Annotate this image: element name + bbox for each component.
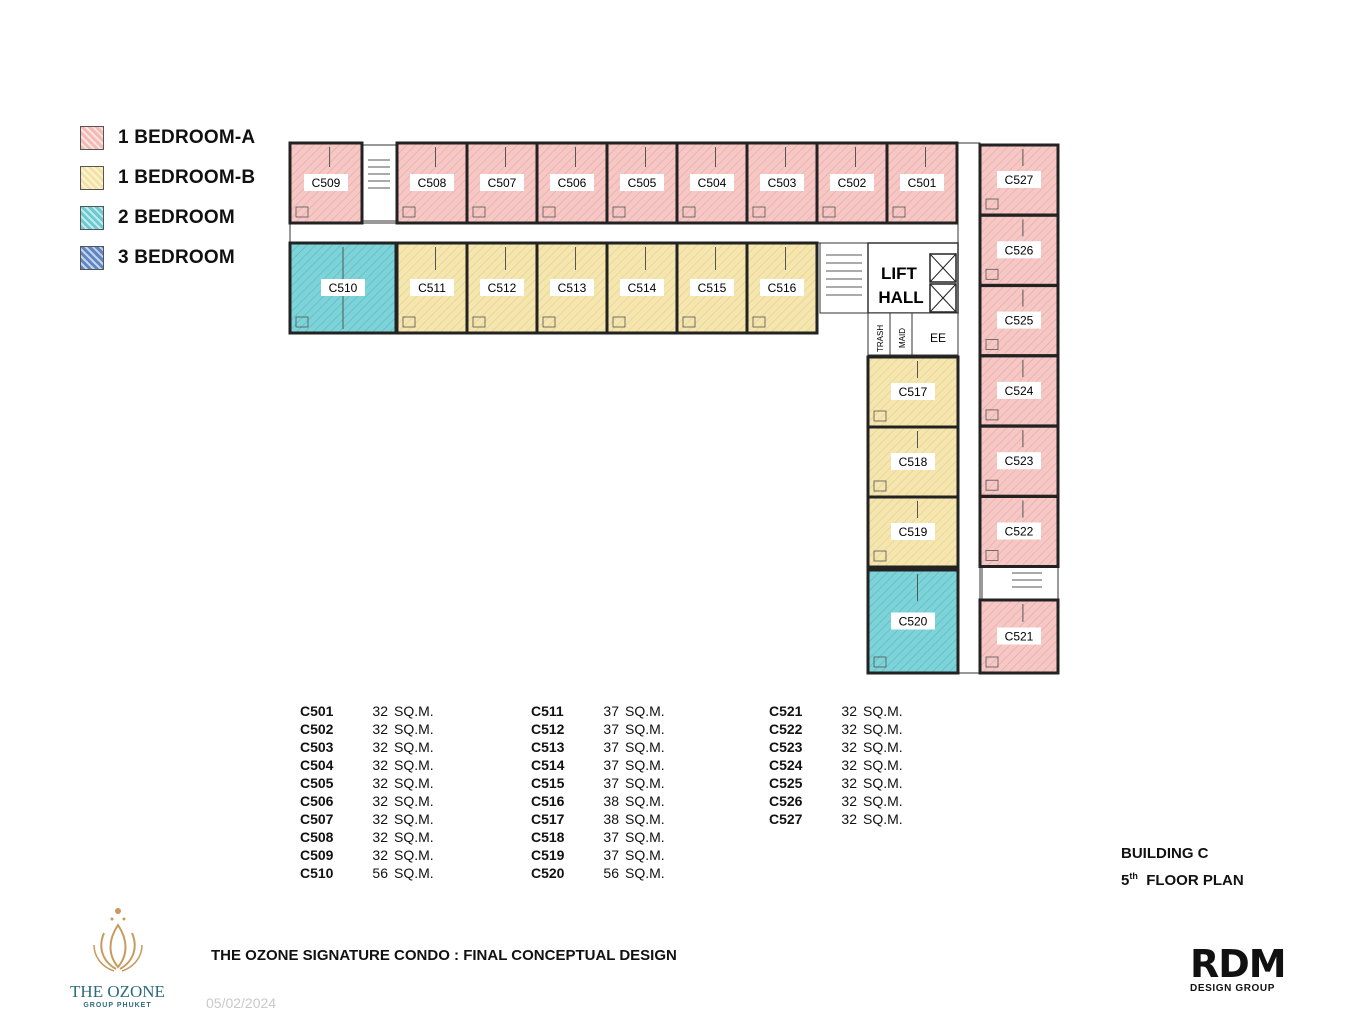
footer-date: 05/02/2024 (206, 995, 277, 1011)
unit-label: C501 (907, 176, 937, 190)
area-row (300, 774, 434, 792)
area-unit-label: SQ.M. (625, 829, 665, 845)
area-size: 32 (372, 721, 388, 737)
unit-c526 (980, 215, 1058, 285)
area-unit: C510 (300, 865, 334, 881)
area-row (769, 720, 903, 738)
unit-c521 (980, 600, 1058, 673)
area-row (300, 792, 434, 810)
area-size: 56 (603, 865, 619, 881)
area-unit: C511 (531, 703, 564, 719)
unit-label: C512 (487, 281, 517, 295)
area-row (531, 846, 665, 864)
area-row (531, 738, 665, 756)
area-size: 32 (372, 757, 388, 773)
area-unit: C521 (769, 703, 803, 719)
area-size: 32 (841, 721, 857, 737)
area-size: 37 (603, 703, 619, 719)
area-row (531, 864, 665, 882)
area-row (769, 774, 903, 792)
rdm-logo (1190, 942, 1286, 994)
area-unit-label: SQ.M. (625, 775, 665, 791)
unit-c520 (868, 570, 958, 673)
area-unit: C526 (769, 793, 803, 809)
unit-c505 (607, 143, 677, 223)
area-unit: C512 (531, 721, 565, 737)
area-row (769, 702, 903, 720)
area-unit-label: SQ.M. (863, 775, 903, 791)
area-unit-label: SQ.M. (394, 829, 434, 845)
unit-c523 (980, 426, 1058, 496)
maid-label: MAID (898, 328, 907, 348)
area-unit: C519 (531, 847, 565, 863)
unit-label: C514 (627, 281, 657, 295)
area-size: 32 (372, 847, 388, 863)
unit-c508 (397, 143, 467, 223)
area-unit-label: SQ.M. (394, 793, 434, 809)
unit-label: C513 (557, 281, 587, 295)
building-name: BUILDING C (1121, 845, 1209, 862)
area-table-1 (300, 702, 434, 882)
area-size: 37 (603, 757, 619, 773)
unit-c511 (397, 243, 467, 333)
unit-label: C522 (1004, 524, 1034, 539)
area-table-3 (769, 702, 903, 828)
ozone-name: THE OZONE (70, 982, 165, 1001)
area-unit-label: SQ.M. (863, 721, 903, 737)
area-size: 37 (603, 847, 619, 863)
area-size: 37 (603, 721, 619, 737)
unit-label: C524 (1004, 383, 1034, 398)
unit-c515 (677, 243, 747, 333)
unit-c510 (290, 243, 396, 333)
unit-label: C518 (898, 455, 928, 469)
area-unit: C506 (300, 793, 334, 809)
area-unit: C503 (300, 739, 334, 755)
unit-c513 (537, 243, 607, 333)
area-unit-label: SQ.M. (394, 739, 434, 755)
unit-c512 (467, 243, 537, 333)
area-size: 32 (372, 739, 388, 755)
unit-label: C517 (898, 385, 928, 399)
corridor-horizontal (290, 223, 980, 243)
area-row (531, 720, 665, 738)
unit-label: C527 (1004, 173, 1034, 187)
area-row (531, 828, 665, 846)
area-size: 56 (372, 865, 388, 881)
unit-c509 (290, 143, 362, 223)
ozone-logo (60, 905, 175, 1009)
area-unit-label: SQ.M. (625, 739, 665, 755)
area-size: 32 (841, 757, 857, 773)
area-unit-label: SQ.M. (625, 721, 665, 737)
floor-label: 5th FLOOR PLAN (1121, 871, 1244, 889)
legend-label: 3 BEDROOM (118, 247, 235, 268)
unit-label: C521 (1004, 629, 1034, 644)
unit-label: C525 (1004, 313, 1034, 328)
area-unit-label: SQ.M. (625, 865, 665, 881)
area-unit: C508 (300, 829, 334, 845)
area-size: 32 (841, 775, 857, 791)
area-size: 37 (603, 829, 619, 845)
area-row (531, 774, 665, 792)
service-rooms (868, 313, 958, 355)
area-unit: C524 (769, 757, 803, 773)
area-row (300, 756, 434, 774)
building-label (1121, 843, 1244, 892)
lift-hall-label-1: LIFT (881, 264, 917, 283)
area-unit: C515 (531, 775, 565, 791)
legend-label: 1 BEDROOM-A (118, 127, 256, 148)
area-row (769, 738, 903, 756)
area-unit-label: SQ.M. (394, 775, 434, 791)
area-size: 38 (603, 811, 619, 827)
unit-label: C502 (837, 176, 867, 190)
area-unit: C516 (531, 793, 565, 809)
area-row (300, 846, 434, 864)
area-size: 32 (372, 793, 388, 809)
area-unit: C518 (531, 829, 565, 845)
area-unit-label: SQ.M. (394, 865, 434, 881)
area-unit-label: SQ.M. (863, 793, 903, 809)
unit-label: C509 (311, 176, 341, 190)
area-size: 32 (841, 793, 857, 809)
area-unit-label: SQ.M. (394, 703, 434, 719)
unit-label: C503 (767, 176, 797, 190)
area-unit: C501 (300, 703, 334, 719)
unit-label: C504 (697, 176, 727, 190)
area-size: 32 (372, 703, 388, 719)
area-row (300, 828, 434, 846)
ee-label: EE (929, 331, 947, 345)
unit-c504 (677, 143, 747, 223)
unit-label: C507 (487, 176, 517, 190)
legend-label: 1 BEDROOM-B (118, 167, 256, 188)
unit-c525 (980, 286, 1058, 356)
area-size: 32 (841, 811, 857, 827)
footer-title: THE OZONE SIGNATURE CONDO : FINAL CONCEPTUAL DESIGN (211, 947, 677, 964)
area-unit: C509 (300, 847, 334, 863)
area-row (531, 756, 665, 774)
area-unit: C520 (531, 865, 565, 881)
stair-middle (820, 243, 868, 313)
unit-c507 (467, 143, 537, 223)
area-unit-label: SQ.M. (625, 793, 665, 809)
area-unit-label: SQ.M. (863, 739, 903, 755)
area-unit: C517 (531, 811, 565, 827)
area-unit: C514 (531, 757, 565, 773)
unit-label: C506 (557, 176, 587, 190)
area-unit-label: SQ.M. (625, 811, 665, 827)
lift-hall-label-2: HALL (878, 288, 924, 307)
unit-label: C520 (898, 614, 928, 629)
area-row (300, 702, 434, 720)
area-unit: C507 (300, 811, 334, 827)
unit-label: C515 (697, 281, 727, 295)
area-unit-label: SQ.M. (394, 811, 434, 827)
area-unit: C513 (531, 739, 565, 755)
ozone-sub: GROUP PHUKET (83, 1002, 152, 1009)
unit-c527 (980, 145, 1058, 215)
unit-c502 (817, 143, 887, 223)
area-row (300, 720, 434, 738)
area-row (531, 810, 665, 828)
area-unit: C502 (300, 721, 334, 737)
area-unit-label: SQ.M. (625, 847, 665, 863)
unit-c516 (747, 243, 817, 333)
stair-bottom (982, 567, 1058, 599)
area-unit-label: SQ.M. (863, 757, 903, 773)
area-row (769, 792, 903, 810)
area-unit: C525 (769, 775, 803, 791)
unit-c524 (980, 356, 1058, 426)
area-size: 32 (372, 775, 388, 791)
unit-c514 (607, 243, 677, 333)
area-unit-label: SQ.M. (394, 721, 434, 737)
area-size: 32 (841, 739, 857, 755)
area-row (769, 756, 903, 774)
unit-label: C526 (1004, 243, 1034, 258)
corridor-vertical (958, 143, 980, 673)
unit-label: C516 (767, 281, 797, 295)
unit-c518 (868, 427, 958, 497)
area-row (300, 738, 434, 756)
unit-c506 (537, 143, 607, 223)
unit-c503 (747, 143, 817, 223)
area-unit: C523 (769, 739, 803, 755)
unit-label: C508 (417, 176, 447, 190)
area-size: 38 (603, 793, 619, 809)
unit-c517 (868, 357, 958, 427)
unit-label: C505 (627, 176, 657, 190)
unit-label: C519 (898, 525, 928, 539)
unit-c519 (868, 497, 958, 567)
unit-c522 (980, 497, 1058, 567)
unit-label: C523 (1004, 454, 1034, 469)
area-unit: C522 (769, 721, 803, 737)
lotus-icon (88, 905, 148, 975)
area-unit-label: SQ.M. (863, 811, 903, 827)
area-size: 32 (372, 829, 388, 845)
area-unit-label: SQ.M. (394, 847, 434, 863)
area-unit: C527 (769, 811, 803, 827)
area-row (531, 702, 665, 720)
area-table-2 (531, 702, 665, 882)
area-unit-label: SQ.M. (625, 757, 665, 773)
area-size: 37 (603, 775, 619, 791)
unit-c501 (887, 143, 957, 223)
area-row (300, 810, 434, 828)
unit-label: C511 (418, 281, 446, 295)
area-unit: C505 (300, 775, 334, 791)
rdm-logo-sub: DESIGN GROUP (1190, 983, 1275, 994)
area-size: 37 (603, 739, 619, 755)
unit-label: C510 (328, 281, 358, 295)
trash-label: TRASH (876, 324, 885, 352)
stair-top (362, 145, 396, 221)
rdm-logo-text: RDM (1190, 942, 1286, 986)
area-unit-label: SQ.M. (394, 757, 434, 773)
area-row (531, 792, 665, 810)
area-size: 32 (372, 811, 388, 827)
area-row (300, 864, 434, 882)
lift-hall (868, 243, 958, 313)
area-unit-label: SQ.M. (625, 703, 665, 719)
area-size: 32 (841, 703, 857, 719)
units-layer (290, 143, 1058, 673)
area-unit-label: SQ.M. (863, 703, 903, 719)
area-unit: C504 (300, 757, 334, 773)
area-row (769, 810, 903, 828)
legend-label: 2 BEDROOM (118, 207, 235, 228)
